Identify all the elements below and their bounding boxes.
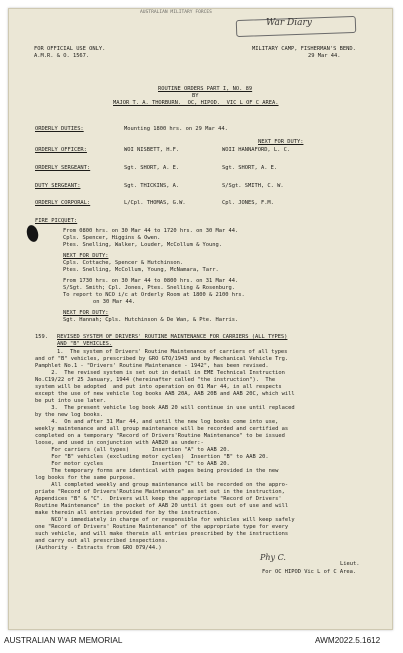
order-heading: REVISED SYSTEM OF DRIVERS' ROUTINE MAINTENANCE FOR CARRIERS (ALL TYPES) [57,334,288,340]
picquet-line: From 0800 hrs. on 30 Mar 44 to 1720 hrs. on 30 Mar 44. [63,228,239,234]
order-body-line: 3. The present vehicle log book AAB 20 will continue in use until replaced [35,405,295,411]
top-stamp-text: AUSTRALIAN MILITARY FORCES [140,10,212,15]
picquet-line: Cpls. Spencer, Higgins & Owen. [63,235,161,241]
duty-role: ORDERLY CORPORAL: [35,200,91,206]
order-body-line: For motor cycles Insertion "C" to AAB 20. [35,461,230,467]
order-body-line: such vehicle, and will make therein all entries prescribed by the instructions [35,531,289,537]
order-body-line: All completed weekly and group maintenance will be recorded on the appro- [35,482,289,488]
orderly-duties-text: Mounting 1800 hrs. on 29 Mar 44. [124,126,228,132]
order-body-line: (Authority - Extracts from GRO 079/44.) [35,545,162,551]
picquet-next-line: Cpls. Cottache, Spencer & Hutchinson. [63,260,184,266]
duty-current: L/Cpl. THOMAS, G.W. [124,200,186,206]
order-body-line: system will be adopted and put into operation on 01 Mar 44, in all respects [35,384,282,390]
order-body-line: make therein all entries provided for by the instruction. [35,510,220,516]
signature-line: For OC HIPOD Vic L of C Area. [262,569,357,575]
picquet-line: Ptes. Snelling, Walker, Louder, McCollum & Young. [63,242,223,248]
duty-current: WOI NISBETT, H.F. [124,147,180,153]
duty-current: Sgt. SHORT, A. E. [124,165,180,171]
order-body-line: Routine Maintenance" in the pocket of AAB 20 until it goes out of use and will [35,503,289,509]
order-body-line: The temporary forms are identical with pages being provided in the new [35,468,279,474]
order-body-line: No.C19/22 of 25 January, 1944 (hereinafter called "the instruction"). The [35,377,276,383]
title-by: BY [192,93,199,99]
order-body-line: 2. The revised system is set out in detail in EME Technical Instruction [35,370,285,376]
order-body-line: and carry out all prescribed inspections. [35,538,169,544]
order-heading: AND "B" VEHICLES. [57,341,113,347]
picquet-line: From 1730 hrs. on 30 Mar 44 to 0800 hrs. on 31 Mar 44. [63,278,239,284]
picquet-next-label: NEXT FOR DUTY: [63,253,109,259]
order-body-line: 1. The system of Drivers' Routine Maintenance of carriers of all types [57,349,288,355]
picquet-next-label: NEXT FOR DUTY: [63,310,109,316]
order-body-line: loose, and used in conjunction with AAB20 as under:- [35,440,204,446]
next-for-duty-label: NEXT FOR DUTY: [258,139,304,145]
order-body-line: be put into use later. [35,398,107,404]
footer-reference: AWM2022.5.1612 [315,636,381,645]
picquet-line: To report to NCO i/c at Orderly Room at 1800 & 2100 hrs. [63,292,245,298]
signature-rank: Lieut. [340,561,360,567]
title-author: MAJOR T. A. THORBURN. OC, HIPOD. VIC L OF C AREA. [113,100,279,106]
duty-current: Sgt. THICKINS, A. [124,183,180,189]
order-date: 29 Mar 44. [308,53,341,59]
order-body-line: 4. On and after 31 Mar 44, and until the new log books come into use, [35,419,279,425]
picquet-next-line: Ptes. Snelling, McCollum, Young, McNamara, Tarr. [63,267,219,273]
duty-next: Cpl. JONES, F.M. [222,200,274,206]
duty-next: Sgt. SHORT, A. E. [222,165,278,171]
camp-location: MILITARY CAMP, FISHERMAN'S BEND. [252,46,356,52]
duty-role: DUTY SERGEANT: [35,183,81,189]
order-number: 159. [35,334,48,340]
duty-next: WOII HANNAFORD, L. C. [222,147,291,153]
order-body-line: For "B" vehicles (excluding motor cycles) Insertion "B" to AAB 20. [35,454,269,460]
signature-initials: Phy C. [260,553,286,562]
order-body-line: by the new log books. [35,412,104,418]
order-body-line: and of "B" vehicles, prescribed by GRO GTO/1943 and by Mechanical Vehicle Trg. [35,356,289,362]
order-body-line: weekly maintenance and all group maintenance will be recorded and certified as [35,426,289,432]
amr-reference: A.M.R. & O. 1567. [34,53,90,59]
handwritten-war-diary: War Diary [266,18,312,28]
orderly-duties-label: ORDERLY DUTIES: [35,126,84,132]
picquet-next-line: Sgt. Hannah; Cpls. Hutchinson & De Wan, & Pte. Harris. [63,317,239,323]
order-body-line: NCO's immediately in charge of or responsible for vehicles will keep safely [35,517,295,523]
order-body-line: except the use of new vehicle log books AAB 20A, AAB 20B and AAB 20C, which will [35,391,295,397]
classification-line: FOR OFFICIAL USE ONLY. [34,46,106,52]
order-body-line: For carriers (all types) Insertion "A" to AAB 20. [35,447,230,453]
order-body-line: Pamphlet No.1 - "Drivers' Routine Maintenance - 1942", has been revised. [35,363,269,369]
order-body-line: Appendices "B" & "C". Drivers will keep the appropriate "Record of Drivers' [35,496,282,502]
order-body-line: one "Record of Drivers' Routine Maintenance" of the appropriate type for every [35,524,289,530]
routine-orders-title: ROUTINE ORDERS PART I, NO. 89 [158,86,253,92]
duty-role: ORDERLY OFFICER: [35,147,87,153]
footer-institution: AUSTRALIAN WAR MEMORIAL [4,636,123,645]
duty-next: S/Sgt. SMITH, C. W. [222,183,284,189]
fire-picquet-label: FIRE PICQUET: [35,218,78,224]
order-body-line: priate "Record of Drivers'Routine Maintenance" as set out in the instruction, [35,489,285,495]
picquet-line: S/Sgt. Smith; Cpl. Jones, Ptes. Snelling & Rosenburg. [63,285,236,291]
duty-role: ORDERLY SERGEANT: [35,165,91,171]
order-body-line: completed on a temporary "Record of Drivers'Routine Maintenance" to be issued [35,433,285,439]
order-body-line: log books for the same purpose. [35,475,136,481]
picquet-line: on 30 Mar 44. [93,299,136,305]
